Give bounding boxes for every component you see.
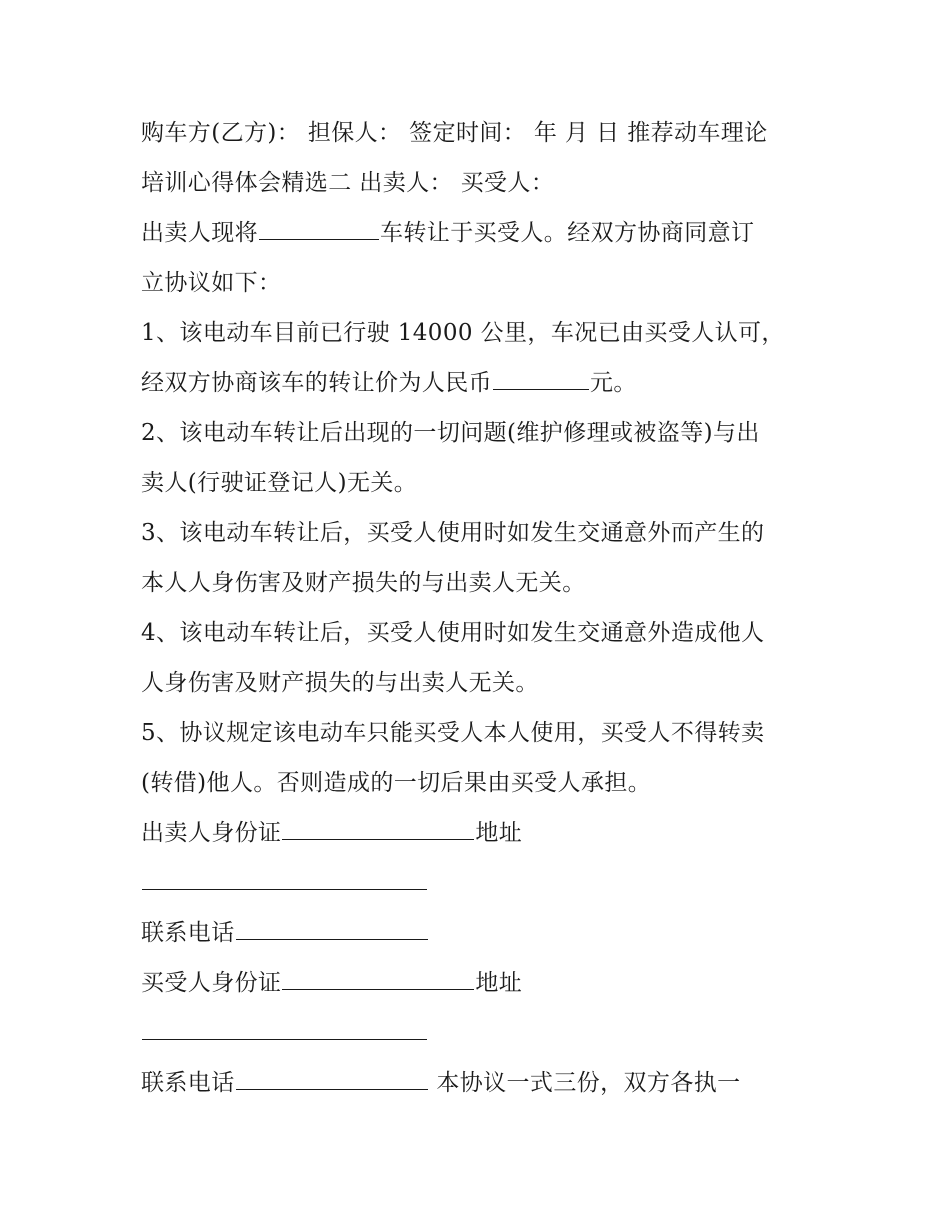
clause-2-text-1: 2、该电动车转让后出现的一切问题(维护修理或被盗等)与出 <box>141 420 760 446</box>
clause-4-text-1: 4、该电动车转让后，买受人使用时如发生交通意外造成他人 <box>141 620 765 646</box>
clause-3-line-2 <box>141 558 806 608</box>
clause-3-text-2: 本人人身伤害及财产损失的与出卖人无关。 <box>141 570 586 596</box>
intro-text-2: 立协议如下： <box>141 270 282 296</box>
intro-text-1a: 出卖人现将 <box>141 220 258 246</box>
intro-text-1b: 车转让于买受人。经双方协商同意订 <box>380 220 755 246</box>
buyer-phone-label: 联系电话 <box>141 1070 235 1096</box>
clause-4-line-1 <box>141 608 806 658</box>
clause-5-text-1: 5、协议规定该电动车只能买受人本人使用，买受人不得转卖 <box>141 720 765 746</box>
clause-5-line-2 <box>141 758 806 808</box>
intro-line-2 <box>141 258 806 308</box>
clause-2-line-2 <box>141 458 806 508</box>
clause-5-text-2: (转借)他人。否则造成的一切后果由买受人承担。 <box>141 770 652 796</box>
clause-1-text-2a: 经双方协商该车的转让价为人民币 <box>141 370 492 396</box>
seller-id-blank <box>282 813 474 840</box>
clause-3-text-1: 3、该电动车转让后，买受人使用时如发生交通意外而产生的 <box>141 520 765 546</box>
clause-3-line-1 <box>141 508 806 558</box>
seller-id-label: 出卖人身份证 <box>141 820 282 846</box>
clause-5-line-1 <box>141 708 806 758</box>
clause-4-text-2: 人身伤害及财产损失的与出卖人无关。 <box>141 670 539 696</box>
header-text-2: 培训心得体会精选二 出卖人： 买受人： <box>141 170 555 196</box>
copies-text: 本协议一式三份，双方各执一 <box>428 1070 741 1096</box>
seller-phone-line <box>141 908 806 958</box>
document-body <box>141 108 806 1108</box>
header-text-1: 购车方(乙方)： 担保人： 签定时间： 年 月 日 推荐动车理论 <box>141 120 768 146</box>
seller-address-label: 地址 <box>475 820 523 846</box>
clause-1-line-2 <box>141 358 806 408</box>
seller-phone-label: 联系电话 <box>141 920 235 946</box>
clause-1-text-1: 1、该电动车目前已行驶 14000 公里，车况已由买受人认可， <box>141 320 785 346</box>
buyer-address-line <box>141 1008 806 1058</box>
clause-2-text-2: 卖人(行驶证登记人)无关。 <box>141 470 418 496</box>
seller-phone-blank <box>236 913 428 940</box>
clause-1-line-1 <box>141 308 806 358</box>
buyer-phone-line <box>141 1058 806 1108</box>
clause-1-text-2b: 元。 <box>590 370 637 396</box>
seller-address-line <box>141 858 806 908</box>
buyer-address-label: 地址 <box>475 970 523 996</box>
vehicle-blank <box>259 213 379 240</box>
seller-id-line <box>141 808 806 858</box>
intro-line-1 <box>141 208 806 258</box>
clause-2-line-1 <box>141 408 806 458</box>
header-line-2 <box>141 158 806 208</box>
buyer-id-line <box>141 958 806 1008</box>
clause-4-line-2 <box>141 658 806 708</box>
buyer-address-blank <box>142 1013 427 1040</box>
buyer-id-blank <box>282 963 474 990</box>
header-line-1 <box>141 108 806 158</box>
buyer-id-label: 买受人身份证 <box>141 970 282 996</box>
buyer-phone-blank <box>236 1063 428 1090</box>
price-blank <box>493 363 589 390</box>
seller-address-blank <box>142 863 427 890</box>
